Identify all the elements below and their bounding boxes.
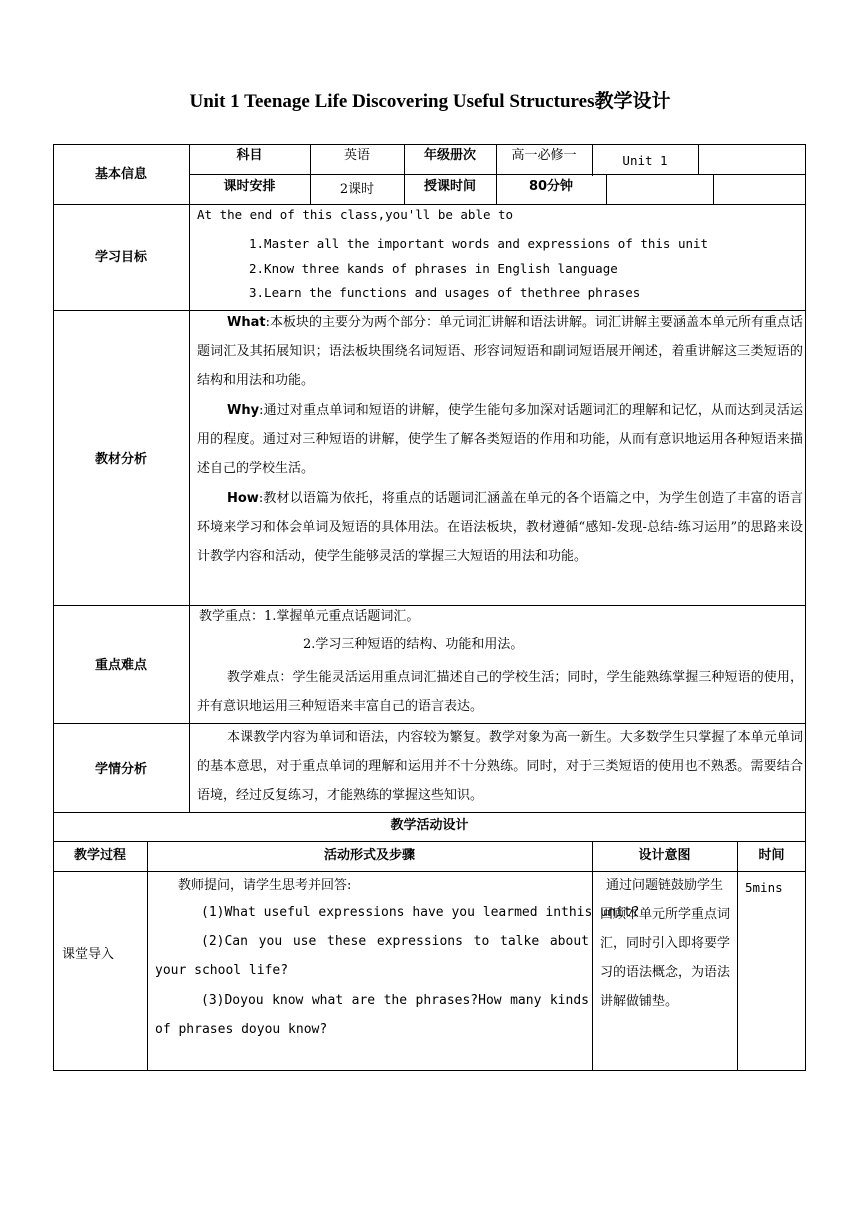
learner-text: 本课教学内容为单词和语法，内容较为繁复。教学对象为高一新生。大多数学生只掌握了本单元单词的基本意思，对于重点单词的理解和运用并不十分熟练。同时，对于三类短语的使用也不熟悉。需要结合语境，经过反复练习，才能熟练的掌握这些知识。 (197, 730, 803, 803)
activities-section-title: 教学活动设计 (390, 818, 469, 833)
col-divider (737, 841, 738, 1071)
teaching-focus-1: 教学重点：1.掌握单元重点话题词汇。 (199, 609, 420, 624)
design-intent: 通过问题链鼓励学生回顾本单元所学重点词汇，同时引入即将要学习的语法概念，为语法讲解做铺垫。 (600, 878, 731, 1009)
objectives-intro: At the end of this class,you'll be able to (197, 207, 514, 222)
analysis-label: 教材分析 (94, 452, 147, 467)
activity-lead: 教师提问，请学生思考并回答: (178, 878, 352, 893)
time-value: 80分钟 (528, 179, 574, 194)
objective-item: 2.Know three kands of phrases in English language (249, 261, 618, 276)
how-key: How (227, 491, 259, 506)
row-divider (53, 812, 806, 813)
activity-time: 5mins (745, 880, 783, 895)
time-label: 授课时间 (423, 179, 476, 194)
stage-name: 课堂导入 (62, 947, 115, 962)
col-divider (606, 174, 607, 204)
grade-value: 高一必修一 (511, 148, 577, 163)
col-divider (189, 144, 190, 812)
objective-item: 3.Learn the functions and usages of thethree phrases (249, 285, 641, 300)
col-divider (147, 841, 148, 1071)
how-text: :教材以语篇为依托，将重点的话题词汇涵盖在单元的各个语篇之中，为学生创造了丰富的语言环境来学习和体会单词及短语的具体用法。在语法板块，教材遵循“感知-发现-总结-练习运用”的思路来设计教学内容和活动，使学生能够灵活的掌握三大短语的用法和功能。 (197, 491, 803, 564)
what-key: What (227, 315, 266, 330)
key-points-label: 重点难点 (94, 658, 147, 673)
analysis-how (197, 484, 803, 571)
col-divider (592, 841, 593, 1071)
col-divider (713, 174, 714, 204)
activity-question-3: (3)Doyou know what are the phrases?How many kinds of phrases doyou know? (155, 993, 589, 1037)
activity-question-1: (1)What useful expressions have you learmed inthis unit? (201, 905, 640, 920)
header-intent: 设计意图 (638, 848, 691, 863)
header-time: 时间 (758, 848, 785, 863)
row-divider (53, 841, 806, 842)
row-divider (53, 605, 806, 606)
learner-label: 学情分析 (94, 762, 147, 777)
analysis-why (197, 396, 803, 483)
why-text: :通过对重点单词和短语的讲解，使学生能句多加深对话题词汇的理解和记忆，从而达到灵活运用的程度。通过对三种短语的讲解，使学生了解各类短语的作用和功能，从而有意识地运用各种短语来描述自己的学校生活。 (197, 403, 803, 476)
grade-label: 年级册次 (423, 148, 476, 163)
hours-value: 2课时 (339, 182, 375, 197)
objectives-label: 学习目标 (94, 250, 147, 265)
hours-label: 课时安排 (223, 179, 276, 194)
what-text: :本板块的主要分为两个部分：单元词汇讲解和语法讲解。词汇讲解主要涵盖本单元所有重点话题词汇及其拓展知识；语法板块围绕名词短语、形容词短语和副词短语展开阐述，着重讲解这三类短语的结构和用法和功能。 (197, 315, 803, 388)
subject-label: 科目 (236, 148, 263, 163)
teaching-focus-2: 2.学习三种短语的结构、功能和用法。 (303, 637, 524, 652)
page-title: Unit 1 Teenage Life Discovering Useful Structures教学设计 (189, 91, 671, 112)
why-key: Why (227, 403, 260, 418)
basic-info-label: 基本信息 (94, 167, 147, 182)
col-divider (698, 144, 699, 174)
analysis-what (197, 308, 803, 395)
header-steps: 活动形式及步骤 (323, 848, 415, 863)
unit-value: Unit 1 (622, 153, 668, 168)
header-stage: 教学过程 (73, 848, 126, 863)
teaching-difficulty: 教学难点：学生能灵活运用重点词汇描述自己的学校生活；同时，学生能熟练掌握三种短语的使用，并有意识地运用三种短语来丰富自己的语言表达。 (197, 670, 803, 714)
activity-question-2: (2)Can you use these expressions to talke about your school life? (155, 934, 589, 978)
subject-value: 英语 (343, 148, 370, 163)
objective-item: 1.Master all the important words and expressions of this unit (249, 236, 709, 251)
